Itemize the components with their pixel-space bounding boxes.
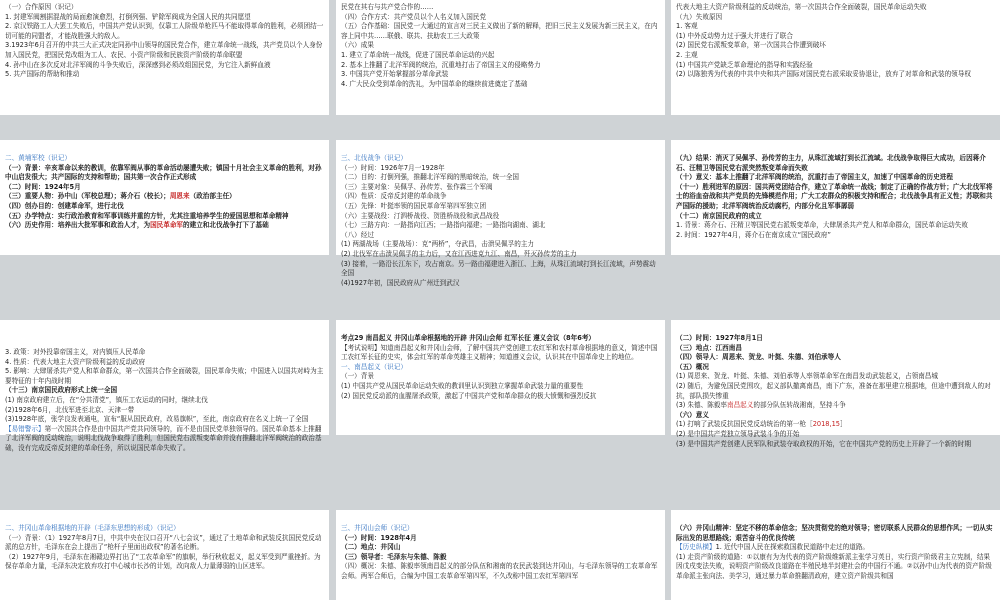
text-span: 第一次国共合作是由中国共产党共同领导的，而不是由国民党单独领导的。国民革命基本上推翻了北洋军阀的反动统治，说明北伐战争取得了胜利，但国民党右派叛变革命并没有推翻北洋军阀统治的政治基础，没有完成反帝反封建的革命任务，所以说国民革命失败了。: [5, 424, 322, 452]
text-line: （二）目的：打倒列强，推翻北洋军阀的黑暗统治，统一全国: [341, 173, 520, 182]
text-line: [676, 334, 995, 344]
text-line: 2. 基本上推翻了北洋军阀的统治，沉重地打击了帝国主义的侵略势力: [341, 60, 541, 69]
text-line: 1. 建立了革命统一战线，促进了国民革命运动的兴起: [341, 50, 495, 59]
text-line: [341, 543, 660, 553]
text-line: 1. 封建军阀割据混战的局面愈演愈烈，打倒列强、铲除军阀成为全国人民的共同愿望: [5, 12, 251, 21]
text-span: 1. 近代中国人民在探索救国救民道路中走过的道路。: [715, 543, 870, 552]
text-line: 3. 中国共产党开始掌握部分革命武装: [341, 70, 449, 79]
text-span: （三）领导者：毛泽东与朱德、陈毅: [341, 552, 447, 561]
text-line: （八）经过: [341, 230, 374, 239]
text-span: （三）地点：江西南昌: [676, 343, 742, 352]
text-line: (2) 以陈独秀为代表的中共中央和共产国际对国民党右派采取妥协退让，放弃了对革命和武装的领导权: [676, 70, 971, 79]
text-line: [676, 524, 995, 543]
text-line: 5. 影响：大肆屠杀共产党人和革命群众，第一次国共合作全面破裂，国民革命失败；中国进入以国共对峙为主要特征的十年内战时期: [5, 367, 324, 385]
text-span: （四）概况：朱德、陈毅率领南昌起义的部分队伍和湘南的农民武装到达井冈山，与毛泽东领导的工农革命军会师。两军合师后，合编为中国工农革命军第四军，不久改称中国工农红军第四军: [341, 562, 658, 580]
text-line: （七）三路方向：一路指向江西；一路指向福建；一路指向湖南、湖北: [341, 221, 546, 230]
note-tag: 【易错警示】: [5, 424, 45, 433]
text-line: (1) 周恩来、贺龙、叶挺、朱德、刘伯承等人率领革命军在南昌发动武装起义，占领南昌城: [676, 372, 938, 381]
text-line: 1. 客观: [676, 22, 698, 31]
slide-heading: 考点29 南昌起义 井冈山革命根据地的开辟 井冈山会师 红军长征 遵义会议（8年6考）: [341, 334, 596, 342]
text-line: (2)1928年6月，北伐军进至北京、天津一带: [5, 405, 135, 414]
text-line: [5, 164, 324, 183]
slide-panel: [0, 140, 329, 255]
text-line: (1) 南京政府建立后，在“分共清党”，镇压工农运动的同时，继续北伐: [5, 395, 208, 404]
text-line: 4. 性质：代表大地主大资产阶级利益的反动政府: [5, 357, 146, 366]
text-span: （六）历史作用：培养出大批军事和政治人才，为: [5, 221, 151, 230]
text-line: (4)1927年初，国民政府从广州迁到武汉: [341, 278, 460, 287]
text-line: 3. 政策：对外投靠帝国主义，对内镇压人民革命: [5, 348, 146, 356]
text-line: [5, 183, 324, 193]
text-line: [676, 231, 995, 241]
highlight-text: 2018,15: [812, 420, 840, 429]
text-line: （四）合作方式：共产党员以个人名义加入国民党: [341, 12, 487, 21]
text-line: [341, 534, 660, 544]
text-line: (2) 是中国共产党独立领导武装斗争的开始: [676, 429, 800, 438]
text-line: 5. 共产国际的帮助和推动: [5, 70, 80, 79]
slide-panel: [671, 510, 1000, 600]
text-line: [5, 425, 324, 454]
text-line: （六）主要战役：汀泗桥战役、贺胜桥战役和武昌战役: [341, 211, 500, 220]
slide-panel: [0, 510, 329, 600]
text-line: [676, 420, 995, 430]
slide-panel: [671, 140, 1000, 255]
text-line: [5, 386, 324, 396]
note-tag: 【历史纵横】: [676, 543, 716, 552]
text-line: [676, 543, 995, 553]
text-span: （二）时间：1927年8月1日: [676, 334, 763, 342]
text-line: （一）合作原因（识记）: [5, 3, 78, 11]
text-line: 4. 广大民众受到革命的洗礼，为中国革命的继续前进奠定了基础: [341, 79, 528, 88]
text-span: （政治部主任）: [189, 192, 236, 201]
text-line: 2. 京汉铁路工人大罢工失败后，中国共产党认识到，仅靠工人阶级单枪匹马不能取得革命的胜利，必须团结一切可能的同盟者，才能战胜强大的敌人。: [5, 22, 324, 40]
text-span: (1) 打响了武装反抗国民党反动统治的第一枪［: [676, 420, 813, 429]
highlight-text: 南昌起义: [727, 401, 754, 410]
text-line: (1) 走资产阶级的道路：①以康有为为代表的资产阶级维新派主张学习英日，实行资产阶级君主立宪制，结果因戊戌变法失败，说明资产阶级改良道路在半殖民地半封建社会的中国行不通。②以孙中山为代表的资产阶级革命派主张向法、美学习，通过暴力革命推翻清政府，建立资产阶级共和国: [676, 552, 992, 580]
text-line: [676, 173, 995, 183]
text-span: （五）办学特点：实行政治教育和军事训练并重的方针，尤其注重培养学生的爱国思想和革命精神: [5, 211, 289, 220]
slide-panel: [0, 0, 329, 115]
text-span: （六）意义: [676, 410, 709, 419]
text-span: （十）意义：基本上推翻了北洋军阀的统治，沉重打击了帝国主义，加速了中国革命的历史进程: [676, 173, 953, 182]
text-span: （九）结果：消灭了吴佩孚、孙传芳的主力，从珠江流域打到长江流域。北伐战争取得巨大成功，后因蒋介石、汪精卫等国民党右派突然叛变革命而失败: [676, 154, 986, 172]
text-span: （五）概况: [676, 362, 709, 371]
text-line: [5, 192, 324, 202]
text-line: [676, 221, 995, 231]
text-span: 1. 背景：蒋介石、汪精卫等国民党右派叛变革命，大肆屠杀共产党人和革命群众，国民革命运动失败: [676, 221, 968, 230]
text-line: 3.1923年6月召开的中共三大正式决定同孙中山领导的国民党合作，建立革命统一战线，共产党员以个人身份加入国民党，把国民党改组为工人、农民、小资产阶级和民族资产阶级的革命联盟: [5, 41, 323, 59]
text-line: [676, 401, 995, 411]
text-span: （一）时间：1928年4月: [341, 533, 417, 542]
text-line: (2) 国民党右派叛变革命，第一次国共合作遭到破坏: [676, 41, 826, 50]
text-line: [5, 212, 324, 222]
text-line: 民党在其右与共产党合作的……: [341, 3, 434, 11]
text-span: （三）重要人物：孙中山（军校总理）；蒋介石（校长）；: [5, 192, 170, 201]
text-line: （三）主要对象：吴佩孚、孙传芳、张作霖三个军阀: [341, 182, 493, 191]
slide-topic: 三、北伐战争（识记）: [341, 154, 407, 162]
text-line: [676, 154, 995, 173]
text-span: （十三）南京国民政府形式上统一全国: [5, 386, 118, 395]
highlight-text: 国民革命军: [150, 221, 184, 230]
text-line: [676, 411, 995, 421]
text-line: [5, 221, 324, 231]
text-span: （二）时间：1924年5月: [5, 182, 81, 191]
slide-panel: [336, 140, 665, 287]
text-line: 4. 孙中山在多次反对北洋军阀的斗争失败后，深深感到必须改组国民党，为它注入新鲜血液: [5, 60, 271, 69]
text-line: (1) 中外反动势力过于强大并进行了联合: [676, 31, 793, 40]
text-span: （六）井冈山精神：坚定不移的革命信念；坚决贯彻党的绝对领导；密切联系人民群众的思想作风；一切从实际出发的思想路线；艰苦奋斗的优良传统: [676, 524, 993, 542]
text-line: [676, 183, 995, 212]
slide-topic: 二、黄埔军校（识记）: [5, 154, 71, 162]
text-line: (3) 接着，一路沿长江东下，攻占南京。另一路由福建进入浙江、上海，从珠江流域打到长江流域，声势震动全国: [341, 259, 656, 278]
text-line: [5, 202, 324, 212]
text-span: （四）创办目的：创建革命军，进行北伐: [5, 201, 124, 210]
text-line: （一）时间：1926年7月一1928年: [341, 163, 445, 172]
text-line: [676, 212, 995, 222]
slide-topic: 二、井冈山革命根据地的开辟（毛泽东思想的形成）（识记）: [5, 524, 180, 532]
text-line: (2) 国民党反动派的血腥屠杀政策，激起了中国共产党和革命群众的极大愤慨和强烈反抗: [341, 391, 597, 400]
text-span: （十一）胜利进军的原因：国共两党团结合作，建立了革命统一战线；制定了正确的作战方针；广大北伐军将士的浴血奋战和共产党员的先锋模范作用；广大工农群众的积极支持和配合；北伐战争具有正义性；苏联和共产国际的援助；北洋军阀统治反动腐朽，内部分化且军事孱弱: [676, 182, 993, 210]
text-span: 的建立和北伐战争打下了基础: [183, 221, 269, 230]
slide-panel: [336, 510, 665, 600]
slide-panel: [0, 320, 329, 452]
text-line: (1) 两湖战场（主要战场）：克“两桥”，夺武昌，击溃吴佩孚的主力: [341, 240, 534, 249]
slide-panel: [336, 0, 665, 115]
slide-panel: [671, 320, 1000, 448]
text-span: ］: [840, 420, 847, 429]
text-line: （九）失败原因: [676, 12, 723, 21]
text-line: (2) 北伐军在击溃吴佩孚的主力后，又在江西进克九江、南昌，歼灭孙传芳的主力: [341, 249, 577, 258]
slide-panel: [671, 0, 1000, 115]
text-line: （六）成果: [341, 41, 374, 50]
text-line: (3) 是中国共产党创建人民军队和武装夺取政权的开始，它在中国共产党的历史上开辟了一个新的时期: [676, 439, 971, 448]
text-line: [676, 353, 995, 363]
text-line: 代表大地主大资产阶级利益的反动统治，第一次国共合作全面破裂，国民革命运动失败: [676, 3, 927, 11]
text-span: （一）背景：（1）1927年8月7日，中共中央在汉口召开“八七会议”，通过了土地革命和武装反抗国民党反动派的总方针，毛泽东在会上提出了“枪杆子里面出政权”的著名论断。: [5, 533, 322, 552]
text-line: [676, 363, 995, 373]
text-line: （一）背景: [341, 372, 374, 381]
text-line: 【考试说明】知道南昌起义和井冈山会师，了解中国共产党创建工农红军和农村革命根据地的意义，简述中国工农红军长征的史实，体会红军的革命英雄主义精神；知道遵义会议，认识其在中国革命史上的地位。: [341, 343, 658, 362]
text-line: [341, 553, 660, 563]
text-line: 2. 主观: [676, 50, 698, 59]
text-span: （十二）南京国民政府的成立: [676, 211, 762, 220]
text-line: （五）合作基础：国民党一大通过的宣言对三民主义做出了新的解释，把旧三民主义发展为新三民主义，在内容上同中共……联俄、联共、扶助农工三大政策: [341, 22, 658, 40]
text-span: 2. 时间：1927年4月，蒋介石在南京成立“国民政府”: [676, 230, 831, 239]
text-span: （四）领导人：周恩来、贺龙、叶挺、朱德、刘伯承等人: [676, 353, 841, 362]
text-line: (1) 中国共产党从国民革命运动失败的教训里认识到独立掌握革命武装力量的重要性: [341, 381, 584, 390]
text-line: (1) 中国共产党缺乏革命理论的指导和实践经验: [676, 60, 813, 69]
text-span: 的部分队伍转战湘南，坚持斗争: [753, 401, 846, 410]
slide-topic: 一、南昌起义（识记）: [341, 362, 407, 371]
text-line: (2) 随后，为避免国民党围攻，起义部队撤离南昌，南下广东，准备在那里建立根据地，但途中遭到敌人的对抗，部队损失惨重: [676, 381, 991, 400]
highlight-text: 周恩来: [169, 192, 190, 201]
text-line: [341, 562, 660, 581]
text-line: （四）性质：反帝反封建的革命战争: [341, 192, 447, 201]
text-line: （2）1927年9月，毛泽东在湘赣边界打出了“工农革命军”的旗帜，举行秋收起义，起义军受到严重挫折。为保存革命力量，毛泽东决定放弃攻打中心城市长沙的计划，改向敌人力量薄弱的山区进军。: [5, 552, 321, 571]
text-line: (3)1928年底，张学良发表通电，宣布“服从国民政府，改易旗帜”，至此，南京政府在名义上统一了全国: [5, 415, 309, 424]
text-line: [676, 344, 995, 354]
slide-topic: 三、井冈山会师（识记）: [341, 524, 414, 532]
text-line: [5, 534, 324, 553]
text-span: （一）背景：辛亥革命以来的教训，依靠军阀从事的革命活动屡遭失败；镇国十月社会主义革命的胜利，对孙中山启发很大；共产国际的支持和帮助；国共第一次合作正式形成: [5, 163, 322, 182]
text-span: (3) 朱德、陈毅率: [676, 401, 727, 410]
text-line: （五）先锋：叶挺率领的国民革命军第四军独立团: [341, 201, 487, 210]
text-span: （二）地点：井冈山: [341, 543, 401, 552]
slide-panel: [336, 320, 665, 435]
